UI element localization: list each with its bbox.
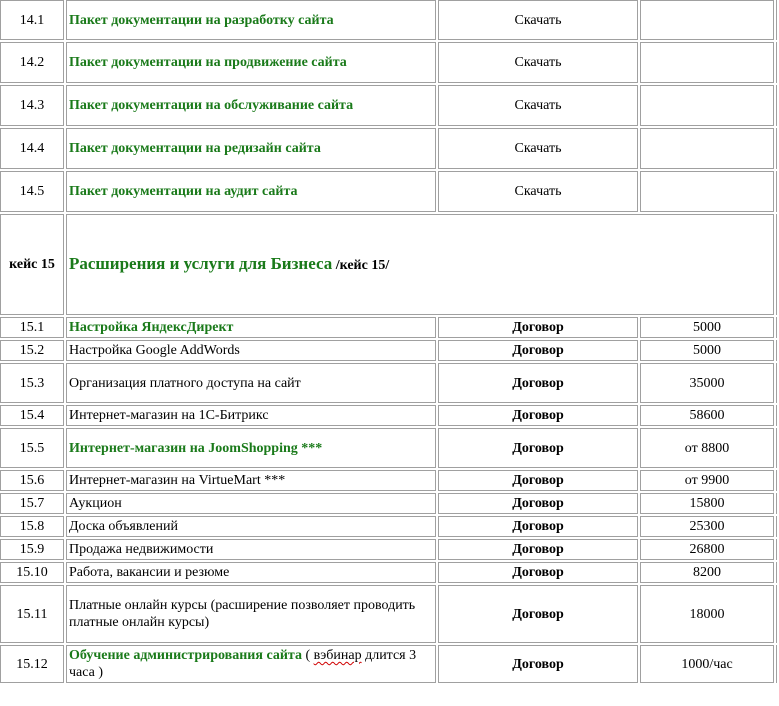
package-name: Пакет документации на разработку сайта xyxy=(66,0,436,40)
row-number: 14.1 xyxy=(0,0,64,40)
service-name-note: длится 3 часа ) xyxy=(69,648,417,680)
row-number: 14.3 xyxy=(0,85,64,126)
service-name: Интернет-магазин на VirtueMart *** xyxy=(66,470,436,491)
case-15-suffix: /кейс 15/ xyxy=(332,258,390,273)
table-row xyxy=(0,128,777,169)
empty-cell xyxy=(640,0,774,40)
service-price: от 8800 xyxy=(640,428,774,468)
contract-term: Договор xyxy=(438,539,638,560)
service-name: Продажа недвижимости xyxy=(66,539,436,560)
service-name: Аукцион xyxy=(66,493,436,514)
contract-term: Договор xyxy=(438,317,638,338)
table-row xyxy=(0,539,777,560)
service-price: 35000 xyxy=(640,363,774,403)
row-number: 14.4 xyxy=(0,128,64,169)
table-row xyxy=(0,340,777,361)
table-row xyxy=(0,405,777,426)
case-15-title-cell xyxy=(66,214,774,315)
contract-term: Договор xyxy=(438,516,638,537)
table-row xyxy=(0,0,777,40)
contract-term: Договор xyxy=(438,645,638,683)
table-row xyxy=(0,171,777,212)
case-15-header-row xyxy=(0,214,777,315)
service-name: Организация платного доступа на сайт xyxy=(66,363,436,403)
table-row xyxy=(0,585,777,643)
download-link[interactable]: Скачать xyxy=(438,0,638,40)
empty-cell xyxy=(640,85,774,126)
service-price: 18000 xyxy=(640,585,774,643)
empty-cell xyxy=(640,42,774,83)
table-row xyxy=(0,42,777,83)
contract-term: Договор xyxy=(438,585,638,643)
case-15-title: Расширения и услуги для Бизнеса xyxy=(69,254,333,273)
contract-term: Договор xyxy=(438,493,638,514)
package-name: Пакет документации на обслуживание сайта xyxy=(66,85,436,126)
row-number: 15.12 xyxy=(0,645,64,683)
contract-term: Договор xyxy=(438,470,638,491)
row-number: 14.2 xyxy=(0,42,64,83)
empty-cell xyxy=(640,128,774,169)
service-price: 58600 xyxy=(640,405,774,426)
row-number: 15.4 xyxy=(0,405,64,426)
row-number: 14.5 xyxy=(0,171,64,212)
service-name: Настройка Google AddWords xyxy=(66,340,436,361)
contract-term: Договор xyxy=(438,363,638,403)
training-section xyxy=(0,645,777,683)
package-name: Пакет документации на аудит сайта xyxy=(66,171,436,212)
empty-cell xyxy=(640,171,774,212)
table-row xyxy=(0,363,777,403)
contract-term: Договор xyxy=(438,405,638,426)
service-price: 5000 xyxy=(640,340,774,361)
service-price: 26800 xyxy=(640,539,774,560)
case-15-label: кейс 15 xyxy=(0,214,64,315)
row-number: 15.8 xyxy=(0,516,64,537)
table-row xyxy=(0,428,777,468)
documentation-packages xyxy=(0,0,777,212)
service-price: 5000 xyxy=(640,317,774,338)
service-price: 15800 xyxy=(640,493,774,514)
download-link[interactable]: Скачать xyxy=(438,42,638,83)
row-number: 15.6 xyxy=(0,470,64,491)
row-number: 15.11 xyxy=(0,585,64,643)
service-name: Настройка ЯндексДирект xyxy=(66,317,436,338)
contract-term: Договор xyxy=(438,340,638,361)
table-row xyxy=(0,470,777,491)
services-list xyxy=(0,317,777,643)
service-name: Работа, вакансии и резюме xyxy=(66,562,436,583)
package-name: Пакет документации на продвижение сайта xyxy=(66,42,436,83)
download-link[interactable]: Скачать xyxy=(438,128,638,169)
service-price: от 9900 xyxy=(640,470,774,491)
row-number: 15.9 xyxy=(0,539,64,560)
row-number: 15.7 xyxy=(0,493,64,514)
service-name: Платные онлайн курсы (расширение позволяет проводить платные онлайн курсы) xyxy=(66,585,436,643)
service-name xyxy=(66,645,436,683)
contract-term: Договор xyxy=(438,562,638,583)
misspelled-word: вэбинар xyxy=(313,648,362,663)
table-row xyxy=(0,516,777,537)
case-15-section xyxy=(0,214,777,315)
row-number: 15.2 xyxy=(0,340,64,361)
table-row xyxy=(0,85,777,126)
service-name-note-open: ( xyxy=(301,648,314,663)
service-name: Доска объявлений xyxy=(66,516,436,537)
service-price: 25300 xyxy=(640,516,774,537)
download-link[interactable]: Скачать xyxy=(438,85,638,126)
row-number: 15.3 xyxy=(0,363,64,403)
table-row xyxy=(0,562,777,583)
row-number: 15.5 xyxy=(0,428,64,468)
row-number: 15.1 xyxy=(0,317,64,338)
row-number: 15.10 xyxy=(0,562,64,583)
table-row xyxy=(0,317,777,338)
service-price: 1000/час xyxy=(640,645,774,683)
service-name-bold: Обучение администрирования сайта xyxy=(69,648,302,663)
service-price: 8200 xyxy=(640,562,774,583)
package-name: Пакет документации на редизайн сайта xyxy=(66,128,436,169)
service-name: Интернет-магазин на 1С-Битрикс xyxy=(66,405,436,426)
table-row xyxy=(0,493,777,514)
service-name: Интернет-магазин на JoomShopping *** xyxy=(66,428,436,468)
contract-term: Договор xyxy=(438,428,638,468)
download-link[interactable]: Скачать xyxy=(438,171,638,212)
table-row xyxy=(0,645,777,683)
